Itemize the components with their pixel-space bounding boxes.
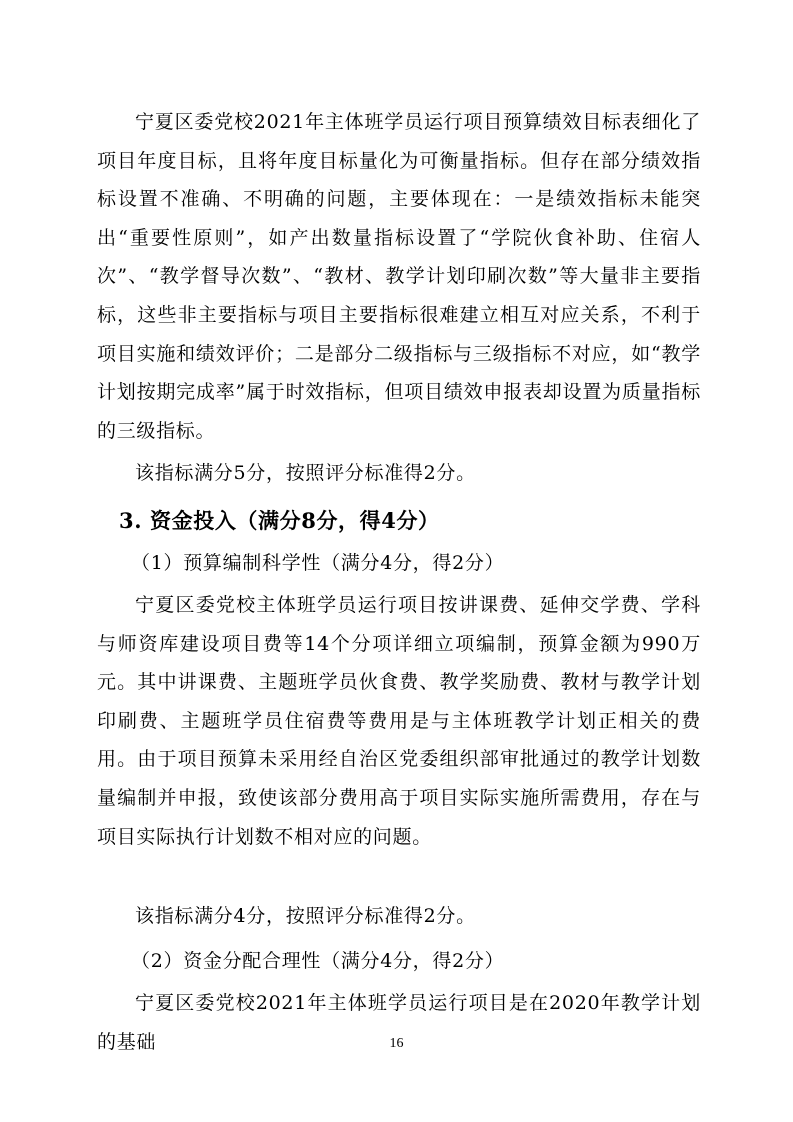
paragraph-performance-indicators: 宁夏区委党校2021年主体班学员运行项目预算绩效目标表细化了项目年度目标，且将年度目标量化为可衡量指标。但存在部分绩效指标设置不准确、不明确的问题，主要体现在：一是绩效指标未能突出“重要性原则”，如产出数量指标设置了“学院伙食补助、住宿人次”、“教学督导次数”、“教材、教学计划印刷次数”等大量非主要指标，这些非主要指标与项目主要指标很难建立相互对应关系，不利于项目实施和绩效评价；二是部分二级指标与三级指标不对应，如“教学计划按期完成率”属于时效指标，但项目绩效申报表却设置为质量指标的三级指标。 <box>97 111 701 442</box>
section-heading-funding-input: 3. 资金投入（满分8分，得4分） <box>119 508 440 533</box>
subheading-budget-compilation: （1）预算编制科学性（满分4分，得2分） <box>131 552 505 574</box>
paragraph-budget-details: 宁夏区委党校主体班学员运行项目按讲课费、延伸交学费、学科与师资库建设项目费等14个分项详细立项编制，预算金额为990万元。其中讲课费、主题班学员伙食费、教学奖励费、教材与教学计划印刷费、主题班学员住宿费等费用是与主体班教学计划正相关的费用。由于项目预算未采用经自治区党委组织部审批通过的教学计划数量编制并申报，致使该部分费用高于项目实际实施所需费用，存在与项目实际执行计划数不相对应的问题。 <box>97 594 701 848</box>
page-number: 16 <box>389 1036 404 1051</box>
paragraph-score-4: 该指标满分4分，按照评分标准得2分。 <box>135 905 476 927</box>
paragraph-score-5: 该指标满分5分，按照评分标准得2分。 <box>135 462 476 484</box>
subheading-fund-allocation: （2）资金分配合理性（满分4分，得2分） <box>131 950 505 972</box>
paragraph-fund-allocation: 宁夏区委党校2021年主体班学员运行项目是在2020年教学计划的基础 <box>97 992 701 1053</box>
